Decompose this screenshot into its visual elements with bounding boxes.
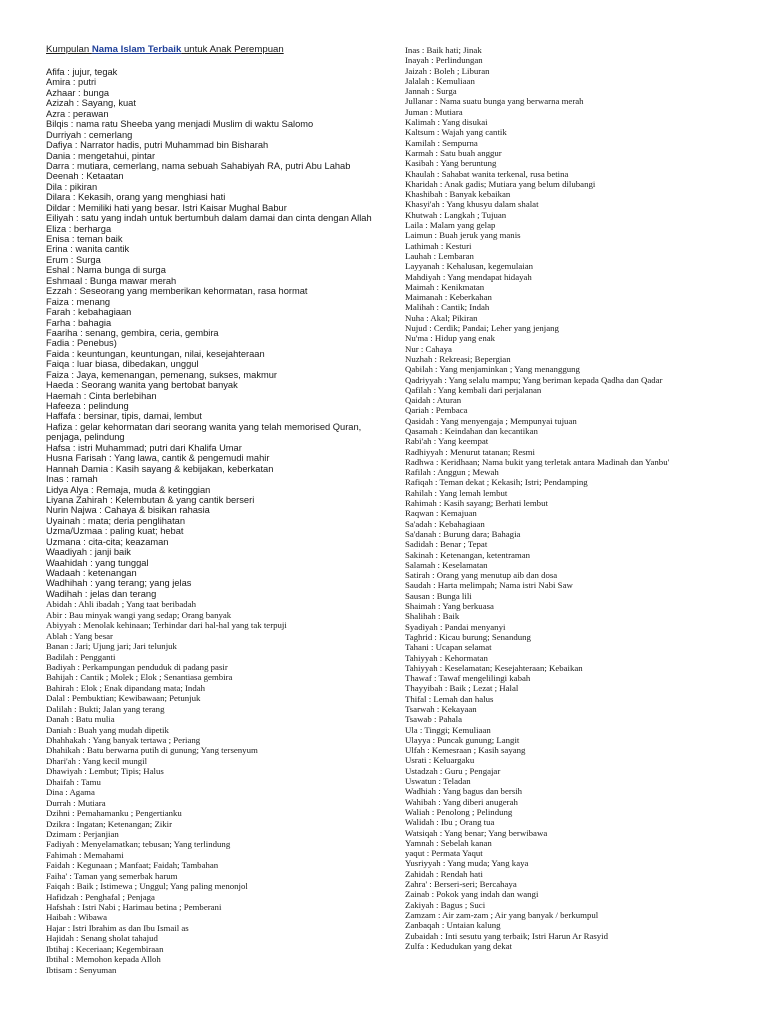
name-entry: Faidah : Kegunaan ; Manfaat; Faidah; Tambahan: [46, 860, 219, 871]
name-entry: Abidah : Ahli ibadah ; Yang taat beribadah: [46, 599, 197, 610]
name-entry: Qariah : Pembaca: [405, 405, 468, 416]
name-entry: Azra : perawan: [46, 108, 109, 119]
name-entry: Sausan : Bunga lili: [405, 590, 472, 601]
name-entry: Inayah : Perlindungan: [405, 55, 483, 66]
name-entry: Inas : Baik hati; Jinak: [405, 45, 482, 55]
name-entry: Qaidah : Aturan: [405, 395, 462, 406]
name-entry: Zakiyah : Bagus ; Suci: [405, 899, 486, 910]
name-entry: Qabilah : Yang menjaminkan ; Yang menanggung: [405, 364, 580, 375]
title-prefix: Kumpulan: [46, 44, 92, 55]
name-entry: Walidah : Ibu ; Orang tua: [405, 817, 495, 828]
name-list-sans: [46, 67, 391, 599]
name-entry: Faiha' : Taman yang semerbak harum: [46, 870, 178, 881]
name-entry: Radhiyyah : Menurut tatanan; Resmi: [405, 446, 535, 457]
name-entry: Zulfa : Kedudukan yang dekat: [405, 940, 512, 951]
name-entry: Ulayya : Puncak gunung; Langit: [405, 734, 520, 745]
name-entry: Faariha : senang, gembira, ceria, gembira: [46, 327, 219, 338]
name-entry: Dzihni : Pemahamanku ; Pengertianku: [46, 808, 182, 819]
document-title: [46, 44, 391, 55]
name-entry: Rafilah : Anggun ; Mewah: [405, 467, 499, 478]
name-entry: Nuzhah : Rekreasi; Bepergian: [405, 353, 511, 364]
name-entry: Wadaah : ketenangan: [46, 568, 137, 578]
name-entry: Inas : ramah: [46, 474, 98, 485]
name-entry: Tahiyyah : Kehormatan: [405, 652, 488, 663]
name-entry: Rafiqah : Teman dekat ; Kekasih; Istri; Pendamping: [405, 477, 588, 488]
name-entry: Ablah : Yang besar: [46, 630, 113, 641]
name-entry: Uzmana : cita-cita; keazaman: [46, 536, 169, 547]
name-entry: Uyainah : mata; deria penglihatan: [46, 515, 186, 526]
name-entry: Fahimah : Memahami: [46, 849, 124, 860]
name-entry: Dildar : Memiliki hati yang besar. Istri Kaisar Mughal Babur: [46, 202, 287, 213]
name-entry: Hafsa : istri Muhammad; putri dari Khalifa Umar: [46, 442, 242, 453]
name-entry: Badilah : Pengganti: [46, 651, 116, 662]
name-entry: Haemah : Cinta berlebihan: [46, 390, 157, 401]
name-entry: Wadihah : jelas dan terang: [46, 588, 157, 599]
name-entry: yaqut : Permata Yaqut: [405, 848, 483, 859]
name-entry: Faiza : Jaya, kemenangan, pemenang, sukses, makmur: [46, 369, 277, 380]
title-highlight: Nama Islam Terbaik: [91, 44, 182, 55]
name-entry: Uzma/Uzmaa : paling kuat; hebat: [46, 526, 184, 537]
name-entry: Nuha : Akal; Pikiran: [405, 312, 478, 323]
name-entry: Dzikra : Ingatan; Ketenangan; Zikir: [46, 818, 173, 829]
name-entry: Zainab : Pokok yang indah dan wangi: [405, 889, 539, 900]
name-entry: Dhari'ah : Yang kecil mungil: [46, 755, 148, 766]
name-entry: Durrah : Mutiara: [46, 797, 106, 808]
name-entry: Nurin Najwa : Cahaya & bisikan rahasia: [46, 505, 210, 516]
name-entry: Sa'danah : Burung dara; Bahagia: [405, 528, 521, 539]
name-entry: Syadiyah : Pandai menyanyi: [405, 621, 506, 632]
name-entry: Layyanah : Kehalusan, kegemulaian: [405, 261, 533, 272]
name-entry: Radhwa : Keridhaan; Nama bukit yang terletak antara Madinah dan Yanbu': [405, 456, 670, 467]
name-entry: Maimanah : Keberkahan: [405, 292, 492, 303]
name-entry: Rabi'ah : Yang keempat: [405, 436, 489, 447]
name-entry: Juman : Mutiara: [405, 106, 463, 117]
name-entry: Hafiza : gelar kehormatan dari seorang wanita yang telah memorised Quran,: [46, 421, 362, 432]
name-entry: Banan : Jari; Ujung jari; Jari telunjuk: [46, 641, 177, 652]
name-entry: Nu'ma : Hidup yang enak: [405, 333, 496, 344]
name-entry: Ibtihaj : Keceriaan; Kegembiraan: [46, 943, 164, 954]
name-entry: Hafidzah : Penghafal ; Penjaga: [46, 891, 155, 902]
name-entry: Kasibah : Yang beruntung: [405, 158, 497, 169]
name-entry: Afifa : jujur, tegak: [46, 67, 118, 77]
name-entry: Dalal : Pembuktian; Kewibawaan; Petunjuk: [46, 693, 201, 704]
name-entry: Deenah : Ketaatan: [46, 171, 124, 182]
name-entry: Dafiya : Narrator hadis, putri Muhammad bin Bisharah: [46, 140, 269, 151]
name-entry: Kamilah : Sempurna: [405, 137, 478, 148]
name-entry: Husna Farisah : Yang lawa, cantik & pengemudi mahir: [46, 453, 270, 464]
name-entry: Lauhah : Lembaran: [405, 250, 474, 261]
name-entry: Dhaifah : Tamu: [46, 776, 101, 787]
name-entry: Khashibah : Banyak kebaikan: [405, 189, 511, 200]
name-entry: Faiqah : Baik ; Istimewa ; Unggul; Yang paling menonjol: [46, 881, 248, 892]
name-entry: Haibah : Wibawa: [46, 912, 108, 923]
name-entry: Laila : Malam yang gelap: [405, 220, 496, 231]
name-entry: Qafilah : Yang kembali dari perjalanan: [405, 384, 542, 395]
name-entry: Rahilah : Yang lemah lembut: [405, 487, 508, 498]
name-entry: Saudah : Harta melimpah; Nama istri Nabi Saw: [405, 580, 573, 591]
name-entry: Sa'adah : Kebahagiaan: [405, 518, 485, 529]
name-entry: Erina : wanita cantik: [46, 244, 130, 255]
name-entry: Bahijah : Cantik ; Molek ; Elok ; Senantiasa gembira: [46, 672, 233, 683]
name-entry: Zanbaqah : Untaian kalung: [405, 920, 501, 931]
name-entry: Badiyah : Perkampungan penduduk di padang pasir: [46, 661, 228, 672]
name-entry: Enisa : teman baik: [46, 234, 123, 244]
name-entry: Faida : keuntungan, keuntungan, nilai, kesejahteraan: [46, 348, 265, 359]
name-entry: Shalihah : Baik: [405, 611, 460, 622]
name-entry: Rahimah : Kasih sayang; Berhati lembut: [405, 498, 548, 509]
name-entry: Malihah : Cantik; Indah: [405, 302, 490, 313]
name-entry: Dila : pikiran: [46, 181, 98, 192]
name-entry: Satirah : Orang yang menutup aib dan dosa: [405, 570, 558, 581]
name-entry: Faiza : menang: [46, 296, 111, 307]
name-entry: Dzimam : Perjanjian: [46, 828, 119, 839]
name-entry: Erum : Surga: [46, 254, 101, 265]
name-entry: Tsawab : Pahala: [405, 714, 463, 725]
name-entry: Shaimah : Yang berkuasa: [405, 601, 494, 612]
name-entry: Lathimah : Kesturi: [405, 240, 472, 251]
name-entry: Wadhiah : Yang bagus dan bersih: [405, 786, 523, 797]
name-entry: Karmah : Satu buah anggur: [405, 147, 502, 158]
name-list-right: [405, 45, 765, 951]
name-entry: Ibtisam : Senyuman: [46, 964, 117, 975]
name-entry: Salamah : Keselamatan: [405, 559, 488, 570]
name-entry: Wahibah : Yang diberi anugerah: [405, 796, 518, 807]
name-entry: Zahra' : Berseri-seri; Bercahaya: [405, 879, 517, 890]
name-entry: Fadia : Penebus): [46, 338, 117, 349]
name-entry: Danah : Batu mulia: [46, 714, 115, 725]
title-suffix: untuk Anak Perempuan: [181, 44, 284, 55]
name-entry: Dania : mengetahui, pintar: [46, 150, 156, 161]
name-entry: Hajidah : Senang sholat tahajud: [46, 933, 158, 944]
name-entry: Zubaidah : Inti sesutu yang terbaik; Istri Harun Ar Rasyid: [405, 930, 609, 941]
name-entry: Dilara : Kekasih, orang yang menghiasi hati: [46, 192, 226, 203]
name-entry: Kaltsum : Wajah yang cantik: [405, 127, 507, 138]
name-entry: Farah : kebahagiaan: [46, 307, 132, 318]
name-entry: Kharidah : Anak gadis; Mutiara yang belum dilubangi: [405, 178, 596, 189]
name-entry: Qadriyyah : Yang selalu mampu; Yang beriman kepada Qadha dan Qadar: [405, 374, 663, 385]
name-entry: Bilqis : nama ratu Sheeba yang menjadi Muslim di waktu Salomo: [46, 119, 314, 130]
name-entry: Amira : putri: [46, 77, 97, 88]
name-entry: Yusriyyah : Yang muda; Yang kaya: [405, 858, 529, 869]
name-entry: Ula : Tinggi; Kemuliaan: [405, 724, 491, 735]
name-entry: Watsiqah : Yang benar; Yang berwibawa: [405, 827, 548, 838]
name-entry: Fadiyah : Menyelamatkan; tebusan; Yang terlindung: [46, 839, 231, 850]
name-entry: Khasyi'ah : Yang khusyu dalam shalat: [405, 199, 539, 210]
name-entry: Haeda : Seorang wanita yang bertobat banyak: [46, 380, 238, 391]
name-entry: Abiyyah : Menolak kehinaan; Terhindar dari hal-hal yang tak terpuji: [46, 620, 287, 631]
name-entry: Darra : mutiara, cemerlang, nama sebuah Sahabiyah RA, putri Abu Lahab: [46, 160, 351, 171]
name-entry: Daniah : Buah yang mudah dipetik: [46, 724, 169, 735]
name-entry: Khutwah : Langkah ; Tujuan: [405, 209, 507, 220]
name-entry: penjaga, pelindung: [46, 432, 125, 443]
name-entry: Lidya Alya : Remaja, muda & ketinggian: [46, 484, 211, 495]
name-entry: Waliah : Penolong ; Pelindung: [405, 806, 513, 817]
name-entry: Thawaf : Tawaf mengelilingi kabah: [405, 673, 531, 684]
name-entry: Faiqa : luar biasa, dibedakan, unggul: [46, 359, 199, 370]
name-entry: Eiliyah : satu yang indah untuk bertumbuh dalam damai dan cinta dengan Allah: [46, 213, 372, 224]
name-entry: Ustadzah : Guru ; Pengajar: [405, 765, 501, 776]
name-entry: Waadiyah : janji baik: [46, 547, 131, 558]
name-entry: Dhahhakah : Yang banyak tertawa ; Periang: [46, 735, 201, 745]
name-entry: Dalilah : Bukti; Jalan yang terang: [46, 703, 165, 714]
name-entry: Zamzam : Air zam-zam ; Air yang banyak / berkumpul: [405, 909, 599, 920]
name-entry: Kalimah : Yang disukai: [405, 117, 488, 128]
name-entry: Hajar : Istri Ibrahim as dan Ibu Ismail as: [46, 922, 189, 933]
name-entry: Wadhihah : yang terang; yang jelas: [46, 578, 192, 589]
name-entry: Zahidah : Rendah hati: [405, 868, 483, 879]
name-entry: Durriyah : cemerlang: [46, 129, 133, 140]
name-entry: Maimah : Kenikmatan: [405, 281, 485, 292]
name-entry: Dhahikah : Batu berwarna putih di gunung; Yang tersenyum: [46, 745, 258, 756]
name-list-serif: [46, 599, 391, 975]
name-entry: Bahirah : Elok ; Enak dipandang mata; Indah: [46, 682, 206, 693]
name-entry: Tahiyyah : Keselamatan; Kesejahteraan; Kebaikan: [405, 662, 583, 673]
left-column: [46, 0, 391, 975]
name-entry: Taghrid : Kicau burung; Senandung: [405, 631, 531, 642]
name-entry: Haffafa : bersinar, tipis, damai, lembut: [46, 411, 202, 422]
name-entry: Nur : Cahaya: [405, 343, 452, 354]
right-column: [405, 0, 765, 951]
name-entry: Tsarwah : Kekayaan: [405, 704, 477, 714]
name-entry: Azizah : Sayang, kuat: [46, 98, 136, 109]
name-entry: Eliza : berharga: [46, 223, 112, 234]
name-entry: Waahidah : yang tunggal: [46, 557, 149, 568]
name-entry: Jannah : Surga: [405, 86, 457, 97]
name-entry: Farha : bahagia: [46, 317, 112, 328]
name-entry: Jaizah : Boleh ; Liburan: [405, 65, 490, 76]
name-entry: Jullanar : Nama suatu bunga yang berwarna merah: [405, 96, 584, 107]
name-entry: Thifal : Lemah dan halus: [405, 693, 494, 704]
name-entry: Jalalah : Kemuliaan: [405, 75, 475, 86]
name-entry: Tahani : Ucapan selamat: [405, 642, 492, 653]
name-entry: Raqwan : Kemajuan: [405, 508, 477, 519]
name-entry: Sadidah : Benar ; Tepat: [405, 539, 488, 550]
name-entry: Usrati : Keluargaku: [405, 755, 475, 766]
name-entry: Hafshah : Istri Nabi ; Harimau betina ; Pemberani: [46, 902, 222, 912]
name-entry: Ezzah : Seseorang yang memberikan kehormatan, rasa hormat: [46, 286, 308, 297]
name-entry: Eshal : Nama bunga di surga: [46, 265, 166, 276]
name-entry: Abir : Bau minyak wangi yang sedap; Orang banyak: [46, 609, 232, 620]
name-entry: Eshmaal : Bunga mawar merah: [46, 275, 177, 286]
name-entry: Hafeeza : pelindung: [46, 401, 129, 411]
name-entry: Qasamah : Keindahan dan kecantikan: [405, 425, 538, 436]
name-entry: Dina : Agama: [46, 787, 95, 798]
name-entry: Ulfah : Kemesraan ; Kasih sayang: [405, 745, 526, 756]
name-entry: Mahdiyah : Yang mendapat hidayah: [405, 271, 532, 282]
name-entry: Nujud : Cerdik; Pandai; Leher yang jenjang: [405, 323, 559, 334]
name-entry: Ibtihal : Memohon kepada Alloh: [46, 954, 161, 965]
name-entry: Qasidah : Yang menyengaja ; Mempunyai tujuan: [405, 415, 577, 426]
name-entry: Uswatun : Teladan: [405, 776, 471, 787]
name-entry: Laimun : Buah jeruk yang manis: [405, 230, 521, 241]
name-entry: Hannah Damia : Kasih sayang & kebijakan, keberkatan: [46, 463, 274, 474]
name-entry: Thayyibah : Baik ; Lezat ; Halal: [405, 683, 519, 694]
name-entry: Dhawiyah : Lembut; Tipis; Halus: [46, 766, 164, 777]
name-entry: Yamnah : Sebelah kanan: [405, 837, 492, 848]
name-entry: Azhaar : bunga: [46, 87, 110, 98]
name-entry: Khaulah : Sahabat wanita terkenal, rusa betina: [405, 168, 569, 179]
name-entry: Liyana Zahirah : Kelembutan & yang cantik berseri: [46, 494, 255, 505]
name-entry: Sakinah : Ketenangan, ketentraman: [405, 549, 531, 560]
